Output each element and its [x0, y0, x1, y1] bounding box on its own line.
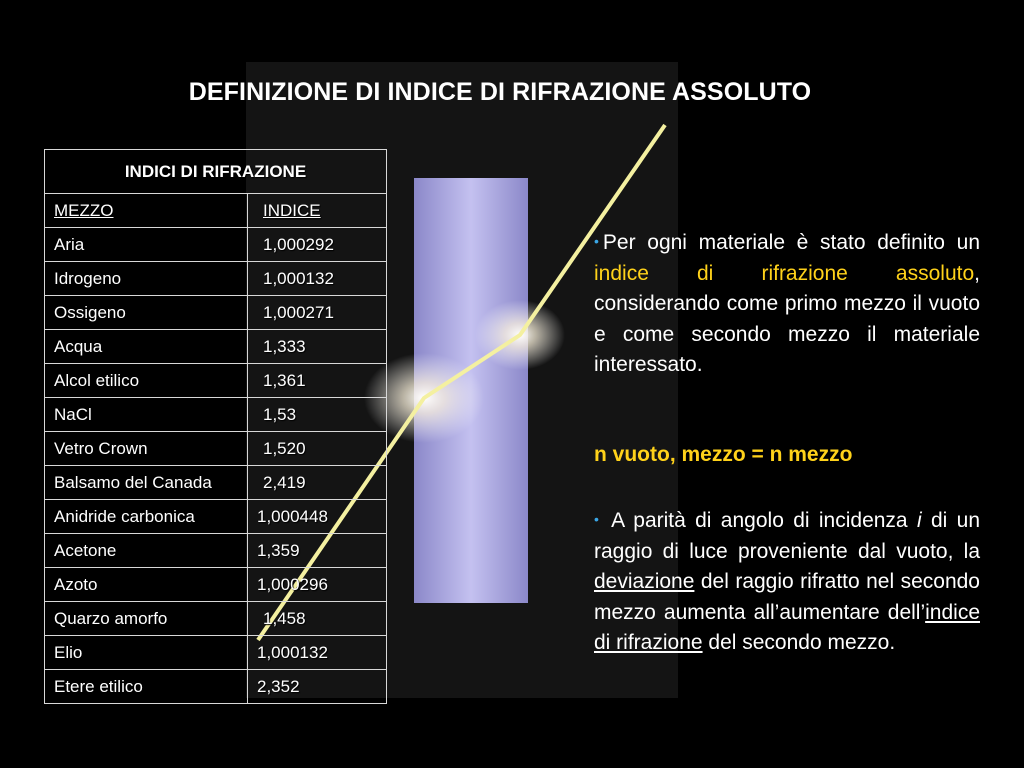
table-row — [45, 398, 387, 432]
bullet-icon: • — [594, 511, 599, 527]
table-row — [45, 228, 387, 262]
medium-cell: Anidride carbonica — [45, 500, 248, 534]
definition-lead-text: Per ogni materiale è stato definito un — [602, 231, 980, 254]
deviation-middle2-text: del raggio rifratto nel secondo mezzo aumenta all’aumentare dell’ — [594, 570, 980, 624]
table-header-row — [45, 194, 387, 228]
deviation-middle-text: di un raggio di luce proveniente dal vuoto, la — [594, 509, 980, 563]
medium-cell: Aria — [45, 228, 248, 262]
table-caption: INDICI DI RIFRAZIONE — [45, 150, 387, 194]
deviation-term: deviazione — [594, 570, 695, 593]
index-cell: 1,520 — [248, 432, 387, 466]
medium-cell: Acetone — [45, 534, 248, 568]
deviation-end-text: del secondo mezzo. — [702, 631, 896, 654]
refraction-index-term: indice di rifrazione — [594, 600, 980, 654]
index-cell: 2,419 — [248, 466, 387, 500]
angle-symbol: i — [916, 509, 922, 532]
table-row — [45, 432, 387, 466]
index-cell: 1,361 — [248, 364, 387, 398]
medium-cell: Azoto — [45, 568, 248, 602]
table-row — [45, 670, 387, 704]
table-row — [45, 330, 387, 364]
index-cell: 1,333 — [248, 330, 387, 364]
medium-cell: Alcol etilico — [45, 364, 248, 398]
index-cell: 1,458 — [248, 602, 387, 636]
index-cell: 1,000296 — [248, 568, 387, 602]
refraction-index-table — [44, 149, 387, 704]
medium-cell: Ossigeno — [45, 296, 248, 330]
medium-cell: NaCl — [45, 398, 248, 432]
index-cell: 1,000132 — [248, 636, 387, 670]
column-header-mezzo: MEZZO — [45, 194, 248, 228]
bullet-icon: • — [594, 233, 599, 249]
deviation-lead-text: A parità di angolo di incidenza — [602, 509, 917, 532]
index-cell: 1,000292 — [248, 228, 387, 262]
index-cell: 1,000271 — [248, 296, 387, 330]
medium-cell: Balsamo del Canada — [45, 466, 248, 500]
medium-cell: Idrogeno — [45, 262, 248, 296]
medium-cell: Acqua — [45, 330, 248, 364]
index-cell: 1,000448 — [248, 500, 387, 534]
index-cell: 1,53 — [248, 398, 387, 432]
medium-cell: Quarzo amorfo — [45, 602, 248, 636]
table-row — [45, 636, 387, 670]
medium-cell: Etere etilico — [45, 670, 248, 704]
formula: n vuoto, mezzo = n mezzo — [594, 443, 853, 466]
table-row — [45, 296, 387, 330]
page-title: DEFINIZIONE DI INDICE DI RIFRAZIONE ASSOLUTO — [188, 78, 812, 106]
medium-cell: Vetro Crown — [45, 432, 248, 466]
column-header-indice: INDICE — [248, 194, 387, 228]
definition-rest-text: , considerando come primo mezzo il vuoto e come secondo mezzo il materiale interessato. — [594, 261, 980, 376]
definition-paragraph — [594, 226, 980, 381]
index-cell: 1,359 — [248, 534, 387, 568]
deviation-paragraph — [594, 504, 980, 659]
medium-cell: Elio — [45, 636, 248, 670]
table-row — [45, 262, 387, 296]
table-row — [45, 500, 387, 534]
table-row — [45, 534, 387, 568]
index-cell: 1,000132 — [248, 262, 387, 296]
table-row — [45, 568, 387, 602]
table-row — [45, 364, 387, 398]
highlight-term: indice di rifrazione assoluto — [594, 261, 975, 285]
index-cell: 2,352 — [248, 670, 387, 704]
table-row — [45, 466, 387, 500]
table-row — [45, 602, 387, 636]
